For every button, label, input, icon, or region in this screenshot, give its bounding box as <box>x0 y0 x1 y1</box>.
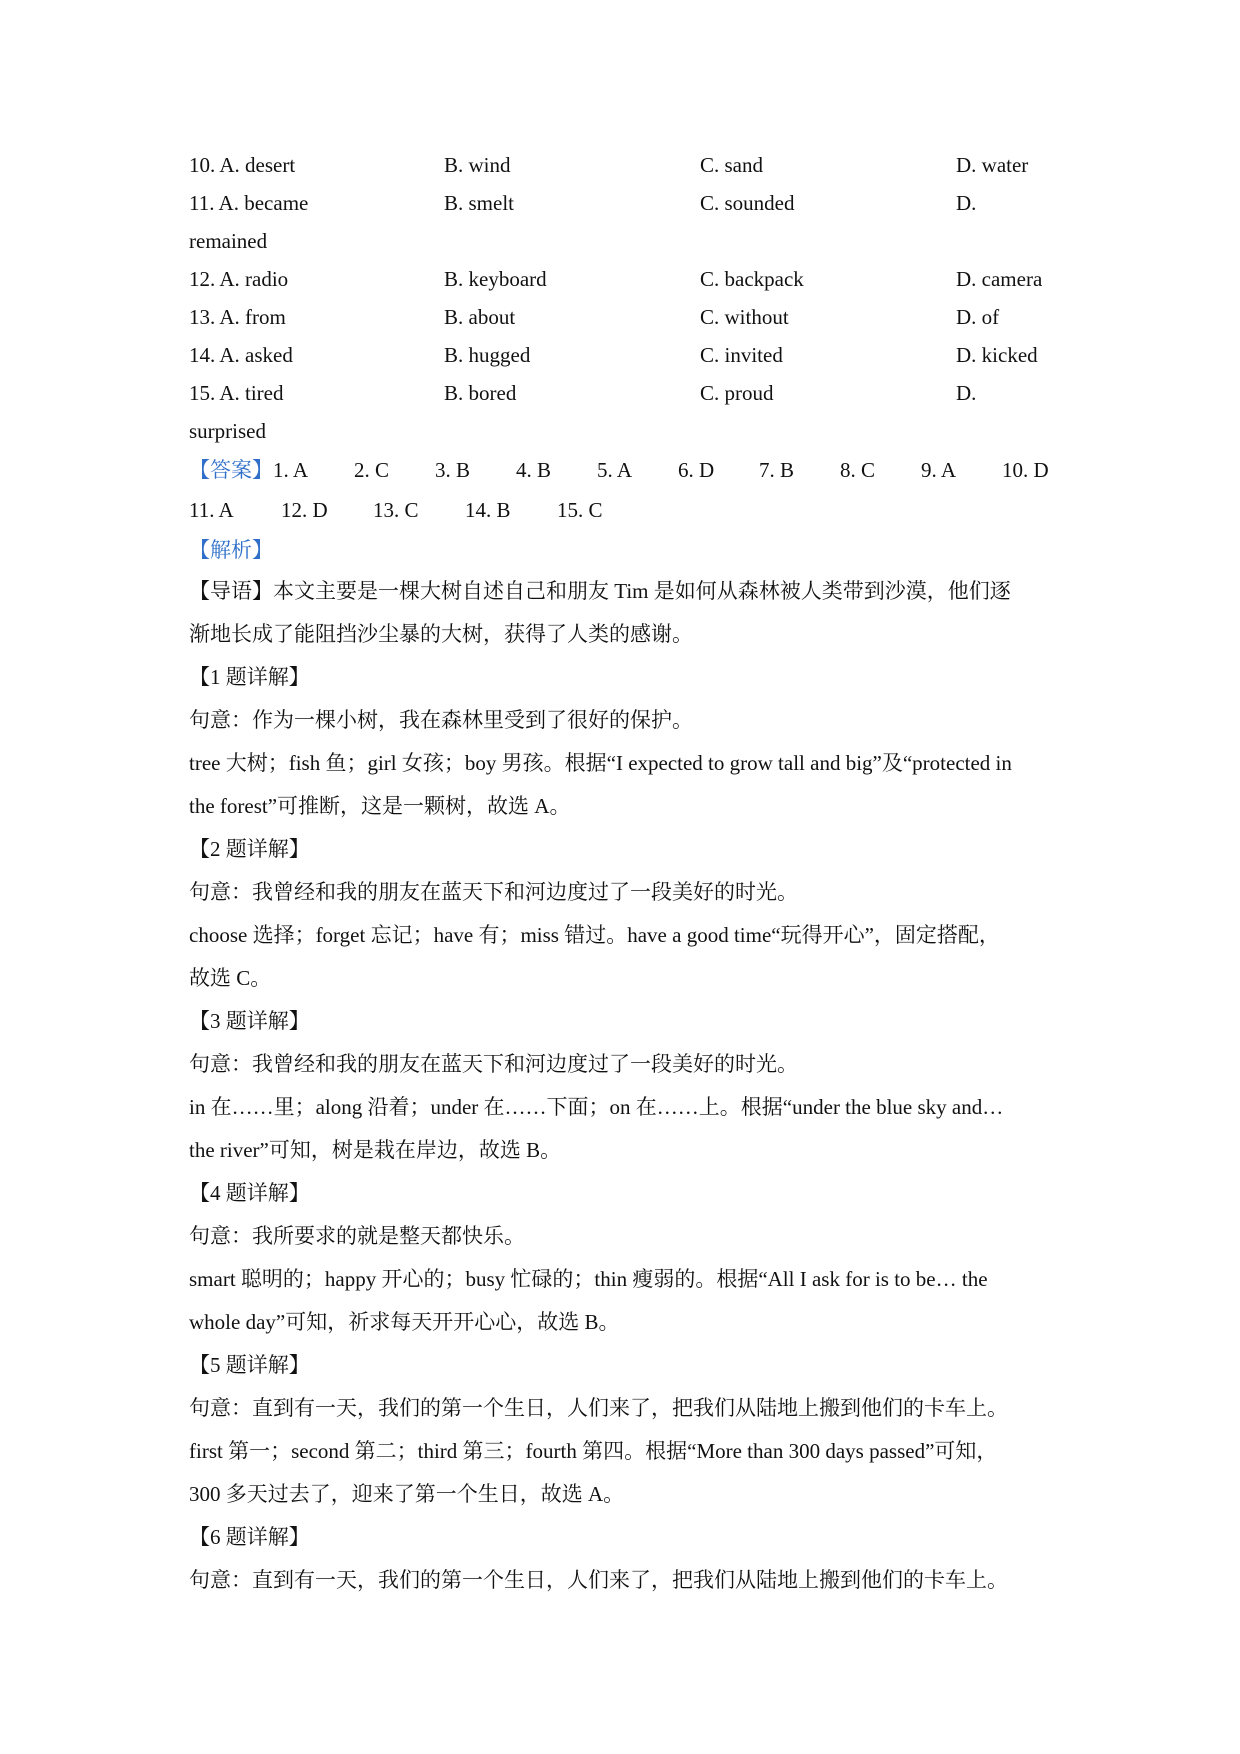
option-a: 11. A. became <box>189 191 309 215</box>
option-d: D. <box>956 191 977 215</box>
answer-item: 14. B <box>465 498 511 522</box>
option-b: B. about <box>444 305 516 329</box>
option-d: D. kicked <box>956 343 1038 367</box>
option-a: 13. A. from <box>189 305 286 329</box>
section-line: 句意：我曾经和我的朋友在蓝天下和河边度过了一段美好的时光。 <box>189 1052 798 1076</box>
answer-item: 12. D <box>281 498 328 522</box>
option-b: B. bored <box>444 381 517 405</box>
option-c: C. backpack <box>700 267 804 291</box>
section-line: smart 聪明的；happy 开心的；busy 忙碌的；thin 瘦弱的。根据“All I ask for is to be… the <box>189 1267 988 1291</box>
option-row-14 <box>189 336 1069 374</box>
option-d: D. of <box>956 305 1000 329</box>
answer-label: 【答案】 <box>189 458 273 482</box>
option-d: D. <box>956 381 977 405</box>
section-line: choose 选择；forget 忘记；have 有；miss 错过。have a good time“玩得开心”，固定搭配， <box>189 923 1000 947</box>
answer-item: 9. A <box>921 458 957 482</box>
option-b: B. smelt <box>444 191 515 215</box>
section-line: 句意：直到有一天，我们的第一个生日，人们来了，把我们从陆地上搬到他们的卡车上。 <box>189 1568 1008 1592</box>
intro-line: 【导语】本文主要是一棵大树自述自己和朋友 Tim 是如何从森林被人类带到沙漠，他们逐 <box>189 579 1011 603</box>
answer-item: 4. B <box>516 458 552 482</box>
option-b: B. keyboard <box>444 267 547 291</box>
option-row-15 <box>189 374 1069 412</box>
option-row-11 <box>189 184 1069 222</box>
answer-item: 2. C <box>354 458 390 482</box>
answer-item: 1. A <box>273 458 309 482</box>
section-line: 句意：我曾经和我的朋友在蓝天下和河边度过了一段美好的时光。 <box>189 880 798 904</box>
answer-item: 5. A <box>597 458 633 482</box>
option-continuation: remained <box>189 229 268 253</box>
section-heading: 【6 题详解】 <box>189 1525 310 1549</box>
section-line: the river”可知，树是栽在岸边，故选 B。 <box>189 1138 562 1162</box>
option-c: C. without <box>700 305 789 329</box>
answer-item: 6. D <box>678 458 715 482</box>
answer-item: 7. B <box>759 458 795 482</box>
option-c: C. sand <box>700 153 763 177</box>
answer-item: 8. C <box>840 458 876 482</box>
option-a: 14. A. asked <box>189 343 293 367</box>
option-c: C. sounded <box>700 191 795 215</box>
answer-item: 13. C <box>373 498 419 522</box>
section-heading: 【1 题详解】 <box>189 665 310 689</box>
section-heading: 【4 题详解】 <box>189 1181 310 1205</box>
option-row-10 <box>189 146 1069 184</box>
answers-row-2 <box>189 490 1069 530</box>
section-line: the forest”可推断，这是一颗树，故选 A。 <box>189 794 571 818</box>
answer-item: 3. B <box>435 458 471 482</box>
section-heading: 【3 题详解】 <box>189 1009 310 1033</box>
option-b: B. wind <box>444 153 511 177</box>
option-c: C. proud <box>700 381 774 405</box>
option-d: D. water <box>956 153 1029 177</box>
section-line: 句意：作为一棵小树，我在森林里受到了很好的保护。 <box>189 708 693 732</box>
section-heading: 【5 题详解】 <box>189 1353 310 1377</box>
option-row-12 <box>189 260 1069 298</box>
option-a: 10. A. desert <box>189 153 296 177</box>
analysis-label: 【解析】 <box>189 538 273 562</box>
option-row-13 <box>189 298 1069 336</box>
section-line: 300 多天过去了，迎来了第一个生日，故选 A。 <box>189 1482 625 1506</box>
answers-row-1 <box>189 450 1069 490</box>
option-d: D. camera <box>956 267 1043 291</box>
section-heading: 【2 题详解】 <box>189 837 310 861</box>
section-line: tree 大树；fish 鱼；girl 女孩；boy 男孩。根据“I expected to grow tall and big”及“protected in <box>189 751 1012 775</box>
section-line: in 在……里；along 沿着；under 在……下面；on 在……上。根据“under the blue sky and… <box>189 1095 1004 1119</box>
option-b: B. hugged <box>444 343 531 367</box>
section-line: first 第一；second 第二；third 第三；fourth 第四。根据“More than 300 days passed”可知， <box>189 1439 998 1463</box>
option-a: 15. A. tired <box>189 381 284 405</box>
answer-item: 11. A <box>189 498 234 522</box>
section-line: 句意：我所要求的就是整天都快乐。 <box>189 1224 525 1248</box>
intro-line: 渐地长成了能阻挡沙尘暴的大树，获得了人类的感谢。 <box>189 622 693 646</box>
option-c: C. invited <box>700 343 783 367</box>
document-page <box>189 146 1069 1602</box>
option-a: 12. A. radio <box>189 267 289 291</box>
section-line: 句意：直到有一天，我们的第一个生日，人们来了，把我们从陆地上搬到他们的卡车上。 <box>189 1396 1008 1420</box>
section-line: 故选 C。 <box>189 966 272 990</box>
answer-item: 15. C <box>557 498 603 522</box>
section-line: whole day”可知，祈求每天开开心心，故选 B。 <box>189 1310 620 1334</box>
option-continuation: surprised <box>189 419 266 443</box>
answer-item: 10. D <box>1002 458 1049 482</box>
